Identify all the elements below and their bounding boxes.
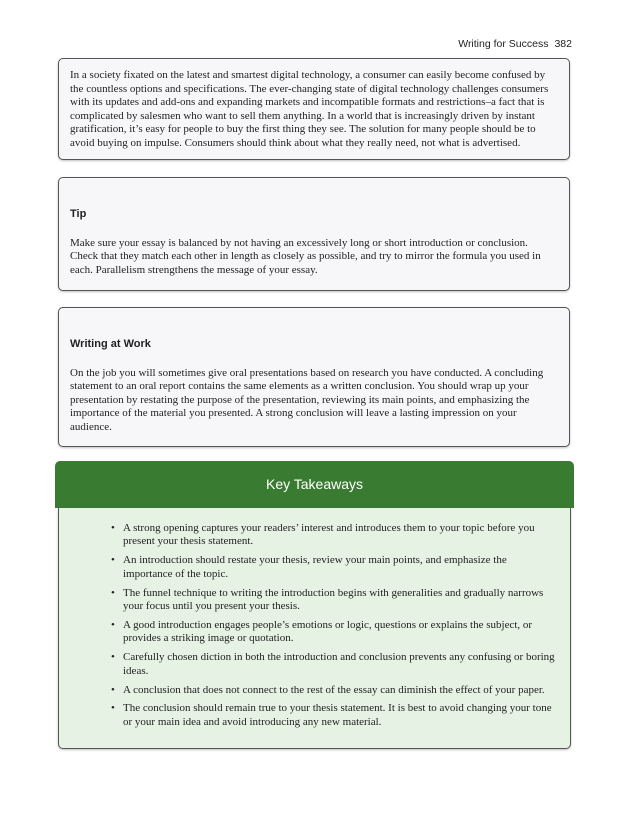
list-item: • An introduction should restate your thesis, review your main points, and emphasize the importance of the topic.	[123, 554, 558, 581]
key-takeaways-body	[58, 508, 571, 749]
example-paragraph-text: In a society fixated on the latest and smartest digital technology, a consumer can easily become confused by the countless options and specifications. The ever-changing state of digital technology challenges consumers with its updates and add-ons and expanding markets and incompatible formats and restrictions–a fact that is complicated by salesmen who want to sell them anything. In a world that is increasingly driven by instant gratification, it’s easy for people to buy the first thing they see. The solution for many people should be to avoid buying on impulse. Consumers should think about what they really need, not what is advertised.	[70, 69, 549, 149]
list-item: • The conclusion should remain true to your thesis statement. It is best to avoid changing your tone or your main idea and avoid introducing any new material.	[123, 702, 558, 729]
key-takeaways-box	[55, 461, 574, 750]
list-item: • The funnel technique to writing the introduction begins with generalities and gradually narrows your focus until you present your thesis.	[123, 587, 558, 614]
key-takeaways-list	[123, 522, 558, 729]
writing-at-work-box	[58, 307, 570, 447]
list-item: • A conclusion that does not connect to the rest of the essay can diminish the effect of your paper.	[123, 684, 558, 697]
list-item: • A good introduction engages people’s emotions or logic, questions or explains the subject, or provides a striking image or quotation.	[123, 619, 558, 646]
writing-at-work-text: On the job you will sometimes give oral presentations based on research you have conducted. A concluding statement to an oral report contains the same elements as a written conclusion. You should wrap up your presentation by restating the purpose of the presentation, reviewing its main points, and emphasizing the importance of the material you presented. A strong conclusion will leave a lasting impression on your audience.	[70, 366, 544, 433]
page-number: 382	[554, 38, 572, 50]
tip-text: Make sure your essay is balanced by not having an excessively long or short introduction or conclusion. Check that they match each other in length as closely as possible, and try to mirror the formula you used in each. Parallelism strengthens the message of your essay.	[70, 236, 541, 276]
tip-heading: Tip	[70, 208, 87, 220]
list-item: • Carefully chosen diction in both the introduction and conclusion prevents any confusing or boring ideas.	[123, 651, 558, 678]
list-item: • A strong opening captures your readers’ interest and introduces them to your topic before you present your thesis statement.	[123, 522, 558, 549]
tip-box	[58, 177, 570, 291]
book-title: Writing for Success	[458, 38, 549, 50]
example-paragraph-box	[58, 58, 570, 160]
key-takeaways-title: Key Takeaways	[55, 461, 574, 508]
running-header	[458, 38, 572, 50]
writing-at-work-heading: Writing at Work	[70, 338, 151, 350]
